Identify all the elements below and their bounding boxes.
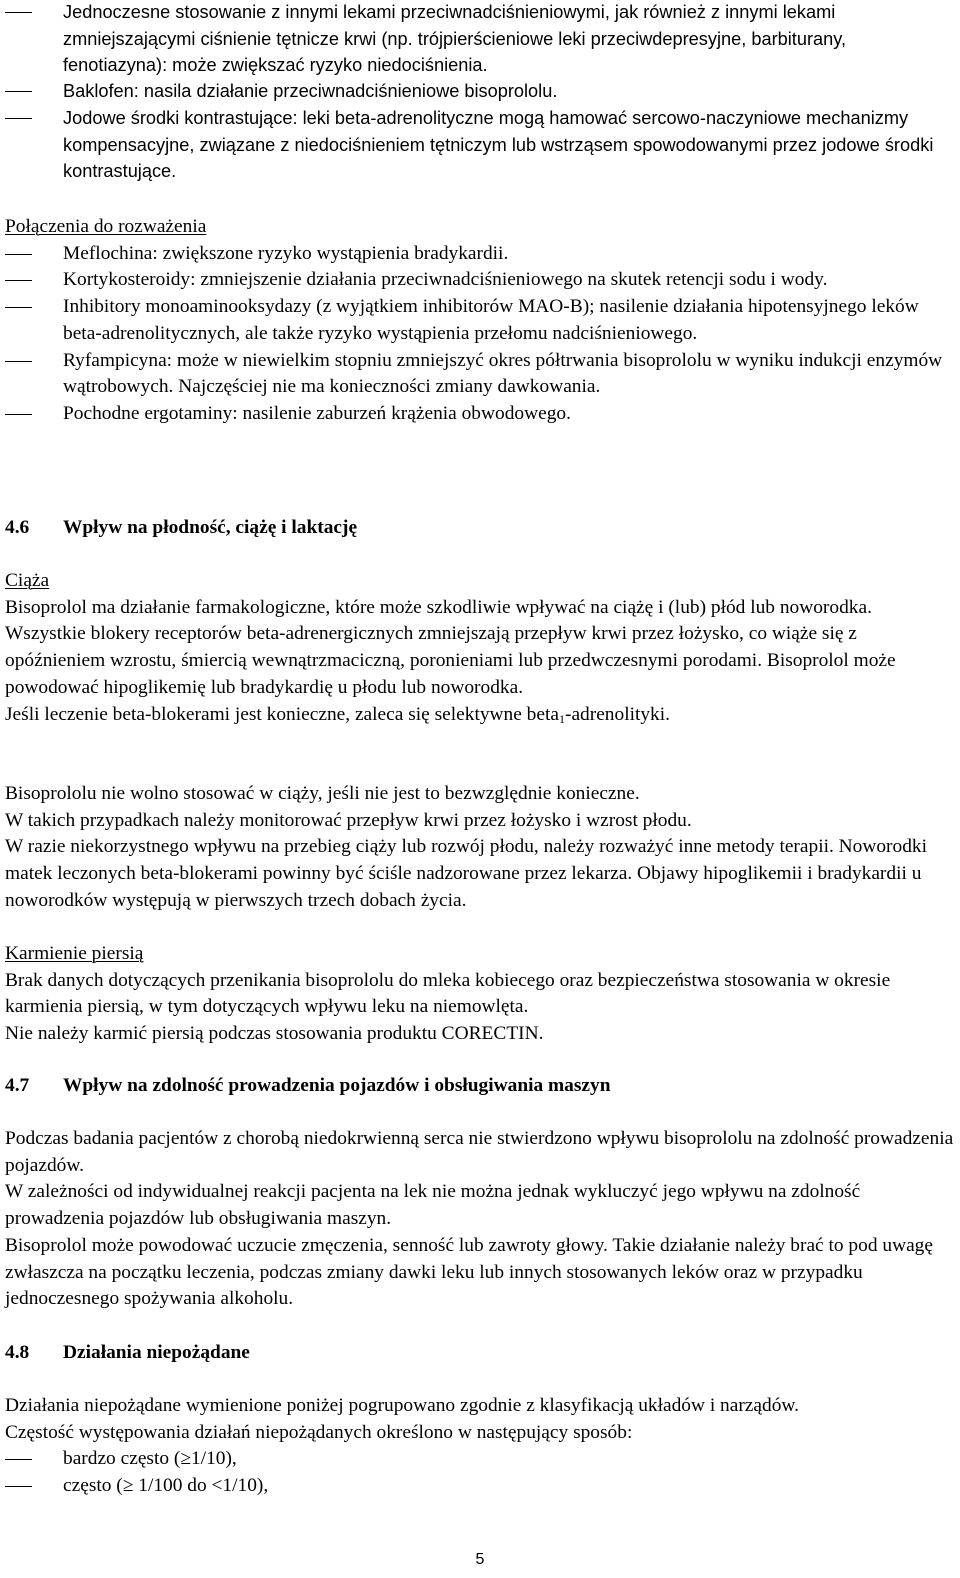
list-item: Jednoczesne stosowanie z innymi lekami przeciwnadciśnieniowymi, jak również z innymi lekami zmniejszającymi ciśnienie tętnicze krwi (np. trójpierścieniowe leki przeciwdepresyjne, barbiturany, fenotiazyna): może zwiększać ryzyko niedociśnienia. xyxy=(5,0,955,79)
dash-bullet-icon xyxy=(5,1486,32,1487)
pregnancy-paragraph-selective: Jeśli leczenie beta-blokerami jest konieczne, zaleca się selektywne beta$_1$-adrenolityki. xyxy=(5,703,670,726)
paragraph: Częstość występowania działań niepożądanych określono w następujący sposób: xyxy=(5,1421,633,1443)
pregnancy-heading: Ciąża xyxy=(5,570,50,591)
list-item: Ryfampicyna: może w niewielkim stopniu zmniejszyć okres półtrwania bisoprololu w wyniku indukcji enzymów wątrobowych. Najczęściej nie ma konieczności zmiany dawkowania. xyxy=(5,348,955,401)
paragraph: Działania niepożądane wymienione poniżej pogrupowano zgodnie z klasyfikacją układów i narządów. xyxy=(5,1395,800,1416)
list-item: bardzo często (≥1/10), xyxy=(5,1446,955,1473)
interactions-list-item-3 xyxy=(5,105,955,185)
section-4-7-body xyxy=(5,1126,955,1313)
dash-bullet-icon xyxy=(5,414,32,415)
breastfeeding-heading: Karmienie piersią xyxy=(5,943,144,964)
pregnancy-line: W razie niekorzystnego wpływu na przebieg ciąży lub rozwój płodu, należy rozważyć inne metody terapii. Noworodki matek leczonych beta-blokerami powinny być ściśle nadzorowane przez lekarza. Objawy hipoglikemii i bradykardii u noworodków występują w pierwszych trzech dobach życia. xyxy=(5,836,927,911)
section-4-8 xyxy=(5,1340,955,1367)
dash-bullet-icon xyxy=(5,307,32,308)
pregnancy-section xyxy=(5,568,955,728)
section-heading: 4.7 Wpływ na zdolność prowadzenia pojazdów i obsługiwania maszyn xyxy=(5,1075,611,1096)
dash-bullet-icon xyxy=(5,1459,32,1460)
section-4-6 xyxy=(5,515,955,542)
page-number: 5 xyxy=(475,1551,485,1568)
breastfeeding-section xyxy=(5,941,955,1048)
dash-bullet-icon xyxy=(5,280,32,281)
interactions-list xyxy=(5,0,955,79)
paragraph: W zależności od indywidualnej reakcji pacjenta na lek nie można jednak wykluczyć jego wpływu na zdolność prowadzenia pojazdów lub obsługiwania maszyn. xyxy=(5,1181,861,1230)
section-4-7 xyxy=(5,1073,955,1100)
paragraph: Podczas badania pacjentów z chorobą niedokrwienną serca nie stwierdzono wpływu bisoprololu na zdolność prowadzenia pojazdów. xyxy=(5,1128,954,1176)
pregnancy-paragraph: Bisoprolol ma działanie farmakologiczne, które może szkodliwie wpływać na ciążę i (lub) płód lub noworodka. Wszystkie blokery receptorów beta-adrenergicznych zmniejszają przepływ krwi przez łożysko, co wiąże się z opóźnieniem wzrostu, śmiercią wewnątrzmaciczną, poronieniami lub przedwczesnymi porodami. Bisoprolol może powodować hipoglikemię lub bradykardię u płodu lub noworodka. xyxy=(5,596,896,698)
pregnancy-line: Bisoprololu nie wolno stosować w ciąży, jeśli nie jest to bezwzględnie konieczne. xyxy=(5,783,640,804)
breastfeeding-line: Brak danych dotyczących przenikania bisoprololu do mleka kobiecego oraz bezpieczeństwa stosowania w okresie karmienia piersią, w tym dotyczących wpływu leku na niemowlęta. xyxy=(5,969,891,1018)
paragraph: Bisoprolol może powodować uczucie zmęczenia, senność lub zawroty głowy. Takie działanie należy brać to pod uwagę zwłaszcza na początku leczenia, podczas zmiany dawki leku lub innych stosowanych leków oraz w przypadku jednoczesnego spożywania alkoholu. xyxy=(5,1234,933,1310)
dash-bullet-icon xyxy=(5,12,32,13)
dash-bullet-icon xyxy=(5,361,32,362)
interactions-list-item-2 xyxy=(5,78,955,105)
list-item: Inhibitory monoaminooksydazy (z wyjątkiem inhibitorów MAO-B); nasilenie działania hipotensyjnego leków beta-adrenolitycznych, ale także ryzyko wystąpienia przełomu nadciśnieniowego. xyxy=(5,294,955,347)
list-item: Meflochina: zwiększone ryzyko wystąpienia bradykardii. xyxy=(5,241,955,268)
list-item: Jodowe środki kontrastujące: leki beta-adrenolityczne mogą hamować sercowo-naczyniowe mechanizmy kompensacyjne, związane z niedociśnieniem tętniczym lub wstrząsem spowodowanymi przez jodowe środki kontrastujące. xyxy=(5,105,955,185)
combinations-heading: Połączenia do rozważenia xyxy=(5,216,207,237)
dash-bullet-icon xyxy=(5,254,32,255)
pregnancy-section-2 xyxy=(5,781,955,915)
dash-bullet-icon xyxy=(5,91,32,92)
list-item: Pochodne ergotaminy: nasilenie zaburzeń krążenia obwodowego. xyxy=(5,401,955,428)
list-item: Kortykosteroidy: zmniejszenie działania przeciwnadciśnieniowego na skutek retencji sodu i wody. xyxy=(5,267,955,294)
section-heading: 4.6 Wpływ na płodność, ciążę i laktację xyxy=(5,517,358,538)
section-heading: 4.8 Działania niepożądane xyxy=(5,1342,250,1363)
combinations-section xyxy=(5,214,955,428)
list-item: Baklofen: nasila działanie przeciwnadciśnieniowe bisoprololu. xyxy=(5,78,955,105)
list-item: często (≥ 1/100 do <1/10), xyxy=(5,1473,955,1500)
dash-bullet-icon xyxy=(5,118,32,119)
section-4-8-body xyxy=(5,1393,955,1500)
pregnancy-line: W takich przypadkach należy monitorować przepływ krwi przez łożysko i wzrost płodu. xyxy=(5,809,692,831)
breastfeeding-line: Nie należy karmić piersią podczas stosowania produktu CORECTIN. xyxy=(5,1023,544,1045)
